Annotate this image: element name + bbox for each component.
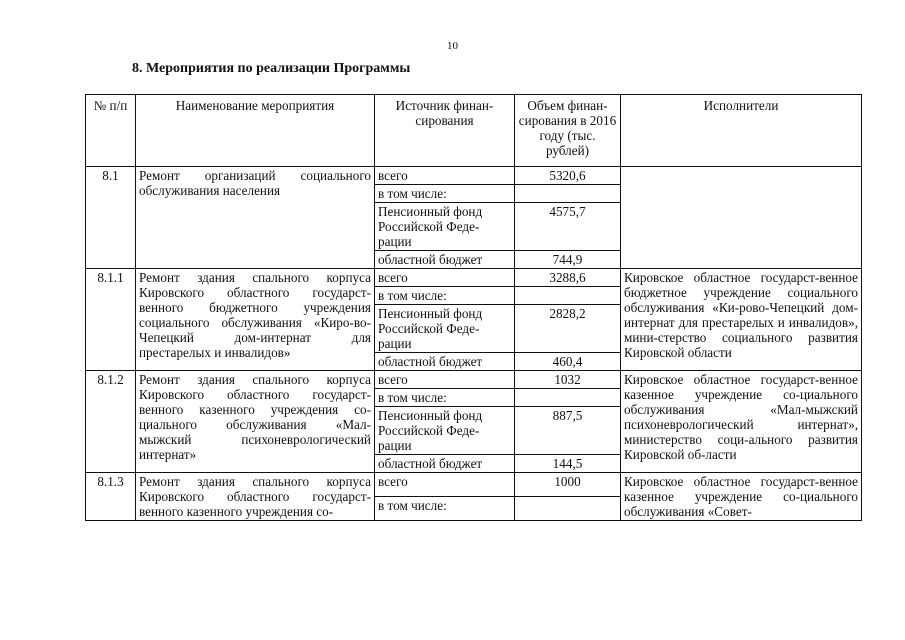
- table-row: [86, 269, 862, 287]
- item-number: 8.1.1: [86, 269, 136, 371]
- funding-volume: 460,4: [515, 353, 621, 371]
- header-name: Наименование мероприятия: [136, 95, 375, 167]
- item-number: 8.1.2: [86, 371, 136, 473]
- activity-name: Ремонт здания спального корпуса Кировского областного государст-венного казенного учреждения со-: [136, 473, 375, 521]
- funding-source: в том числе:: [375, 497, 515, 521]
- item-number: 8.1.3: [86, 473, 136, 521]
- funding-source: областной бюджет: [375, 353, 515, 371]
- funding-volume: 1000: [515, 473, 621, 497]
- table-row: [86, 167, 862, 185]
- header-volume: Объем финан-сирования в 2016 году (тыс. рублей): [515, 95, 621, 167]
- funding-volume: [515, 389, 621, 407]
- programme-table: [85, 94, 862, 521]
- funding-volume: 5320,6: [515, 167, 621, 185]
- activity-name: Ремонт здания спального корпуса Кировского областного государст-венного казенного учреждения со-циального обслуживания «Мал-мыжский психоневрологический интернат»: [136, 371, 375, 473]
- funding-source: всего: [375, 167, 515, 185]
- funding-volume: 2828,2: [515, 305, 621, 353]
- funding-volume: 144,5: [515, 455, 621, 473]
- table-body: [86, 167, 862, 521]
- funding-source: Пенсионный фонд Российской Феде-рации: [375, 407, 515, 455]
- funding-source: всего: [375, 269, 515, 287]
- table-row: [86, 371, 862, 389]
- funding-source: областной бюджет: [375, 455, 515, 473]
- funding-volume: [515, 497, 621, 521]
- funding-volume: 4575,7: [515, 203, 621, 251]
- funding-volume: 887,5: [515, 407, 621, 455]
- section-title: 8. Мероприятия по реализации Программы: [132, 61, 411, 76]
- activity-name: Ремонт организаций социального обслуживания населения: [136, 167, 375, 269]
- funding-volume: 744,9: [515, 251, 621, 269]
- funding-source: в том числе:: [375, 185, 515, 203]
- funding-volume: [515, 185, 621, 203]
- executors: Кировское областное государст-венное бюджетное учреждение социального обслуживания «Ки-рово-Чепецкий дом-интернат для престарелых и инвалидов», мини-стерство социального развития Кировской области: [621, 269, 862, 371]
- funding-source: Пенсионный фонд Российской Феде-рации: [375, 305, 515, 353]
- funding-volume: [515, 287, 621, 305]
- funding-source: в том числе:: [375, 389, 515, 407]
- header-executors: Исполнители: [621, 95, 862, 167]
- funding-volume: 3288,6: [515, 269, 621, 287]
- funding-volume: 1032: [515, 371, 621, 389]
- table-row: [86, 473, 862, 497]
- executors: [621, 167, 862, 269]
- page-number: 10: [447, 40, 458, 52]
- funding-source: Пенсионный фонд Российской Феде-рации: [375, 203, 515, 251]
- executors: Кировское областное государст-венное казенное учреждение со-циального обслуживания «Мал-мыжский психоневрологический интернат», министерство соци-ального развития Кировской об-ласти: [621, 371, 862, 473]
- funding-source: всего: [375, 473, 515, 497]
- executors: Кировское областное государст-венное казенное учреждение со-циального обслуживания «Совет-: [621, 473, 862, 521]
- item-number: 8.1: [86, 167, 136, 269]
- funding-source: в том числе:: [375, 287, 515, 305]
- funding-source: областной бюджет: [375, 251, 515, 269]
- activity-name: Ремонт здания спального корпуса Кировского областного государст-венного бюджетного учреждения социального обслуживания «Киро-во-Чепецкий дом-интернат для престарелых и инвалидов»: [136, 269, 375, 371]
- table-header-row: [86, 95, 862, 167]
- header-num: № п/п: [86, 95, 136, 167]
- funding-source: всего: [375, 371, 515, 389]
- header-source: Источник финан-сирования: [375, 95, 515, 167]
